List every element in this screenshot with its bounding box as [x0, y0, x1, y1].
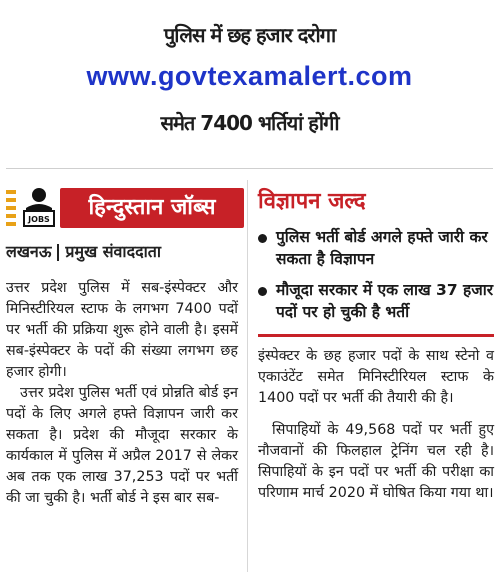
bullet-dot-icon	[258, 234, 267, 243]
jobs-logo-text: JOBS	[28, 215, 50, 224]
sidebar-bullet-text: पुलिस भर्ती बोर्ड अगले हफ्ते जारी कर सकता है विज्ञापन	[276, 228, 488, 268]
sidebar-bullet	[258, 226, 494, 270]
article-left-column	[6, 278, 238, 509]
article-paragraph-1: उत्तर प्रदेश पुलिस में सब-इंस्पेक्टर और मिनिस्टीरियल स्टाफ के लगभग 7400 पदों पर भर्ती की प्रक्रिया शुरू होने वाली है। इसमें सब-इंस्पेक्टर के पदों की संख्या लगभग छह हजार होगी।	[6, 280, 238, 380]
headline-divider	[6, 168, 493, 169]
brand-stripes	[6, 190, 16, 226]
sidebar-bullet	[258, 279, 494, 323]
column-divider	[247, 180, 248, 572]
article-paragraph-3: इंस्पेक्टर के छह हजार पदों के साथ स्टेनो व एकाउंटेंट समेत मिनिस्टीरियल स्टाफ के 1400 पदों पर भर्ती की तैयारी की है।	[258, 348, 494, 406]
article-paragraph-4: सिपाहियों के 49,568 पदों पर भर्ती हुए नौजवानों की फिलहाल ट्रेनिंग चल रही है। सिपाहियों के इन पदों पर भर्ती की परीक्षा का परिणाम मार्च 2020 में घोषित किया गया था।	[258, 422, 494, 501]
headline-line-2: समेत 7400 भर्तियां होंगी	[160, 111, 339, 135]
jobs-logo-icon	[18, 186, 60, 230]
byline-place: लखनऊ	[6, 242, 52, 261]
brand-banner: हिन्दुस्तान जॉब्स	[60, 188, 244, 228]
article-right-column	[258, 346, 494, 504]
byline-author: प्रमुख संवाददाता	[65, 242, 161, 261]
brand-block	[6, 186, 244, 230]
byline-separator	[57, 244, 59, 261]
bullet-dot-icon	[258, 287, 267, 296]
sidebar-bullet-text: मौजूदा सरकार में एक लाख 37 हजार पदों पर हो चुकी है भर्ती	[276, 281, 494, 321]
byline	[6, 240, 161, 262]
headline-line-1: पुलिस में छह हजार दरोगा	[163, 23, 336, 47]
sidebar-bullets	[258, 226, 494, 332]
sidebar-title: विज्ञापन जल्द	[258, 189, 366, 214]
watermark-url: www.govtexamalert.com	[86, 61, 413, 91]
sidebar-rule	[258, 334, 494, 337]
article-paragraph-2: उत्तर प्रदेश पुलिस भर्ती एवं प्रोन्नति बोर्ड इन पदों के लिए अगले हफ्ते विज्ञापन जारी कर सकता है। प्रदेश की मौजूदा सरकार के कार्यकाल में पुलिस में अप्रैल 2017 से लेकर अब तक एक लाख 37,253 पदों पर भर्ती की जा चुकी है। भर्ती बोर्ड ने इस बार सब-	[6, 385, 238, 506]
